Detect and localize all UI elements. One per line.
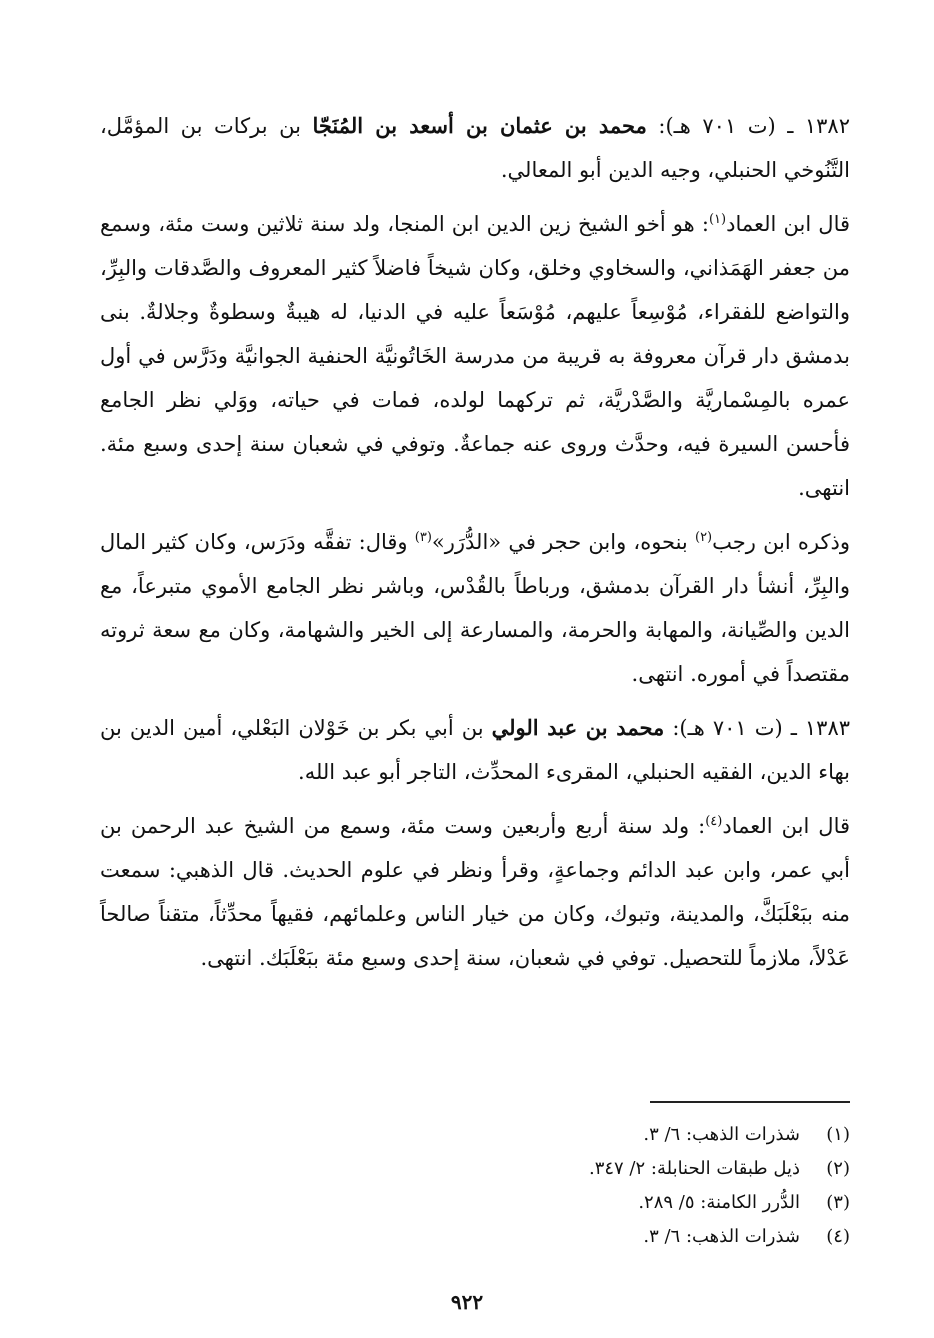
paragraph-ibn-al-imad-1: [100, 202, 850, 510]
page-number: ٩٢٢: [450, 1290, 484, 1314]
paragraph-text: وذكره ابن رجب: [712, 530, 851, 554]
paragraph-ibn-al-imad-2: [100, 804, 850, 980]
footnote-text: شذرات الذهب: ٦/ ٣.: [643, 1226, 800, 1247]
footnote-divider: [650, 1101, 850, 1103]
footnote-number: (١): [826, 1124, 850, 1145]
footnote-text: الدُّرر الكامنة: ٥/ ٢٨٩.: [638, 1192, 800, 1213]
footnote-reference[interactable]: (١): [708, 212, 727, 227]
entry-1382: [100, 104, 850, 192]
paragraph-text: بنحوه، وابن حجر في «الدُّرَر»: [431, 530, 695, 554]
footnote-reference[interactable]: (٣): [414, 530, 432, 545]
paragraph-text: : هو أخو الشيخ زين الدين ابن المنجا، ولد سنة ثلاثين وست مئة، وسمع من جعفر الهَمَذاني، والسخاوي وخلق، وكان شيخاً فاضلاً كثير المعروف والصَّدقات والبِرِّ، والتواضع للفقراء، مُوْسِعاً عليهم، مُوْسَعاً عليه في الدنيا، له هيبةٌ وسطوةٌ وجلالةٌ. بنى بدمشق دار قرآن معروفة به قريبة من مدرسة الخَاتُونيَّة الحنفية الجوانيَّة ودَرَّس في أول عمره بالمِسْماريَّة والصَّدْريَّة، ثم تركهما لولده، فمات في حياته، ووَلي نظر الجامع فأحسن السيرة فيه، وحدَّث وروى عنه جماعةٌ. وتوفي في شعبان سنة إحدى وسبع مئة. انتهى.: [100, 212, 850, 500]
footnote-item: [100, 1220, 850, 1254]
paragraph-text: وقال: تفقَّه ودَرَس، وكان كثير المال والبِرِّ، أنشأ دار القرآن بدمشق، ورباطاً بالقُدْس، وباشر نظر الجامع الأموي متبرعاً، مع الدين والصِّيانة، والمهابة والحرمة، والمسارعة إلى الخير والشهامة، وكان مع سعة ثروته مقتصداً في أموره. انتهى.: [100, 530, 850, 686]
footnotes: [100, 1118, 850, 1254]
page-body: [100, 104, 850, 990]
paragraph-ibn-rajab: [100, 520, 850, 696]
footnote-item: [100, 1152, 850, 1186]
entry-description: بن أبي بكر بن خَوْلان البَعْلي، أمين الدين بن بهاء الدين، الفقيه الحنبلي، المقرىء المحدِّث، التاجر أبو عبد الله.: [100, 716, 850, 784]
footnote-item: [100, 1118, 850, 1152]
paragraph-text: قال ابن العماد: [726, 212, 851, 236]
paragraph-text: قال ابن العماد: [722, 814, 851, 838]
footnote-number: (٤): [826, 1226, 850, 1247]
paragraph-text: : ولد سنة أربع وأربعين وست مئة، وسمع من الشيخ عبد الرحمن بن أبي عمر، وابن عبد الدائم وجماعةٍ، وقرأ ونظر في علوم الحديث. قال الذهبي: سمعت منه ببَعْلَبَكَّ، والمدينة، وتبوك، وكان من خيار الناس وعلمائهم، فقيهاً محدِّثاً، متقناً صالحاً عَدْلاً، ملازماً للتحصيل. توفي في شعبان، سنة إحدى وسبع مئة ببَعْلَبَك. انتهى.: [100, 814, 850, 970]
footnote-number: (٢): [826, 1158, 850, 1179]
footnote-number: (٣): [826, 1192, 850, 1213]
footnote-text: شذرات الذهب: ٦/ ٣.: [643, 1124, 800, 1145]
entry-name: محمد بن عثمان بن أسعد بن المُنَجّا: [312, 113, 647, 138]
entry-number: ١٣٨٣ ـ (ت ٧٠١ هـ):: [672, 716, 851, 740]
footnote-reference[interactable]: (٢): [694, 530, 713, 545]
entry-number: ١٣٨٢ ـ (ت ٧٠١ هـ):: [658, 114, 850, 138]
entry-name: محمد بن عبد الولي: [491, 715, 665, 740]
footnote-reference[interactable]: (٤): [705, 814, 723, 829]
footnote-text: ذيل طبقات الحنابلة: ٢/ ٣٤٧.: [588, 1158, 800, 1179]
entry-description: بن بركات بن المؤمَّل، التَّنُوخي الحنبلي، وجيه الدين أبو المعالي.: [100, 114, 850, 182]
entry-1383: [100, 706, 850, 794]
footnote-item: [100, 1186, 850, 1220]
